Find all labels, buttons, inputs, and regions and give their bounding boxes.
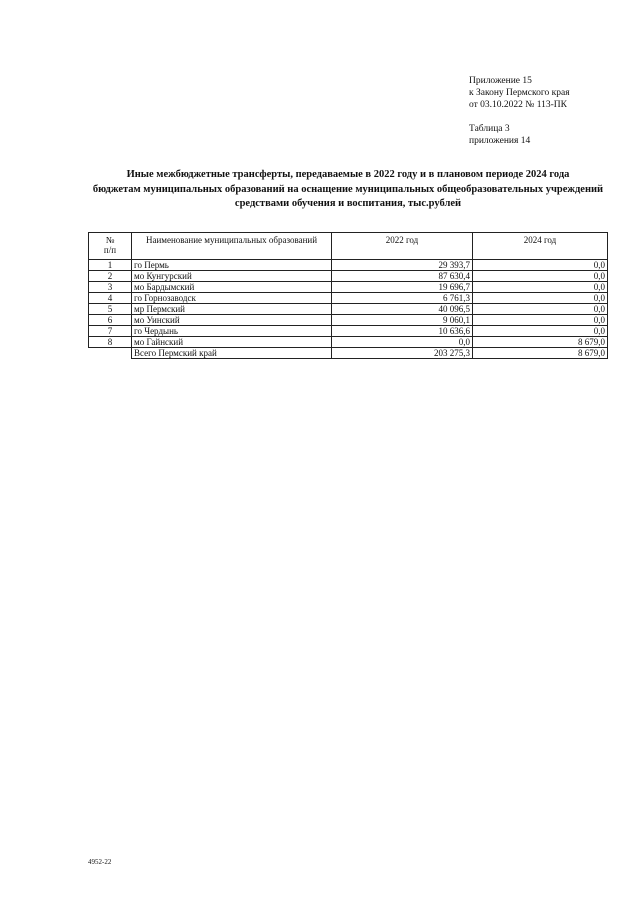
row-2022: 9 060,1: [332, 315, 473, 326]
row-2022: 6 761,3: [332, 293, 473, 304]
total-2024: 8 679,0: [473, 348, 608, 359]
table-row: [89, 293, 608, 304]
row-num: 7: [89, 326, 132, 337]
table-ref-line: приложения 14: [469, 136, 531, 146]
total-name: Всего Пермский край: [132, 348, 332, 359]
total-num-empty: [89, 348, 132, 359]
table-row: [89, 326, 608, 337]
table-row: [89, 315, 608, 326]
row-name: мо Уинский: [132, 315, 332, 326]
table-row: [89, 282, 608, 293]
title-line: бюджетам муниципальных образований на оснащение муниципальных общеобразовательных учреждений: [92, 183, 604, 195]
footer-code: 4952-22: [88, 858, 112, 866]
header-name: Наименование муниципальных образований: [132, 233, 332, 260]
row-num: 4: [89, 293, 132, 304]
header-num: [89, 233, 132, 260]
header-num-line2: п/п: [103, 245, 117, 255]
row-num: 1: [89, 260, 132, 271]
row-num: 6: [89, 315, 132, 326]
row-2022: 40 096,5: [332, 304, 473, 315]
row-name: го Пермь: [132, 260, 332, 271]
appendix-line: от 03.10.2022 № 113-ПК: [469, 100, 567, 110]
row-2022: 0,0: [332, 337, 473, 348]
row-num: 2: [89, 271, 132, 282]
row-name: мо Бардымский: [132, 282, 332, 293]
row-2024: 0,0: [473, 315, 608, 326]
table-header-row: [89, 233, 608, 260]
appendix-reference: [469, 75, 570, 111]
table-reference: [469, 123, 530, 147]
row-name: мо Кунгурский: [132, 271, 332, 282]
document-title: [80, 168, 616, 212]
table-row: [89, 337, 608, 348]
row-2022: 29 393,7: [332, 260, 473, 271]
table-row: [89, 304, 608, 315]
table-row: [89, 271, 608, 282]
row-2024: 0,0: [473, 271, 608, 282]
table-ref-line: Таблица 3: [469, 124, 510, 134]
row-2022: 19 696,7: [332, 282, 473, 293]
row-2024: 0,0: [473, 260, 608, 271]
header-num-line1: №: [105, 235, 115, 245]
row-2022: 87 630,4: [332, 271, 473, 282]
row-2024: 0,0: [473, 304, 608, 315]
row-2024: 0,0: [473, 282, 608, 293]
row-name: мр Пермский: [132, 304, 332, 315]
row-name: го Горнозаводск: [132, 293, 332, 304]
row-name: го Чердынь: [132, 326, 332, 337]
row-num: 3: [89, 282, 132, 293]
title-line: Иные межбюджетные трансферты, передаваемые в 2022 году и в плановом периоде 2024 года: [126, 169, 570, 180]
total-2022: 203 275,3: [332, 348, 473, 359]
header-2024: 2024 год: [473, 233, 608, 260]
row-2024: 0,0: [473, 326, 608, 337]
row-2022: 10 636,6: [332, 326, 473, 337]
row-2024: 0,0: [473, 293, 608, 304]
title-line: средствами обучения и воспитания, тыс.рублей: [234, 198, 462, 209]
appendix-line: Приложение 15: [469, 76, 532, 86]
row-num: 5: [89, 304, 132, 315]
row-2024: 8 679,0: [473, 337, 608, 348]
table-total-row: [89, 348, 608, 359]
row-name: мо Гайнский: [132, 337, 332, 348]
appendix-line: к Закону Пермского края: [469, 88, 570, 98]
header-2022: 2022 год: [332, 233, 473, 260]
table-row: [89, 260, 608, 271]
transfers-table: [88, 232, 608, 359]
row-num: 8: [89, 337, 132, 348]
